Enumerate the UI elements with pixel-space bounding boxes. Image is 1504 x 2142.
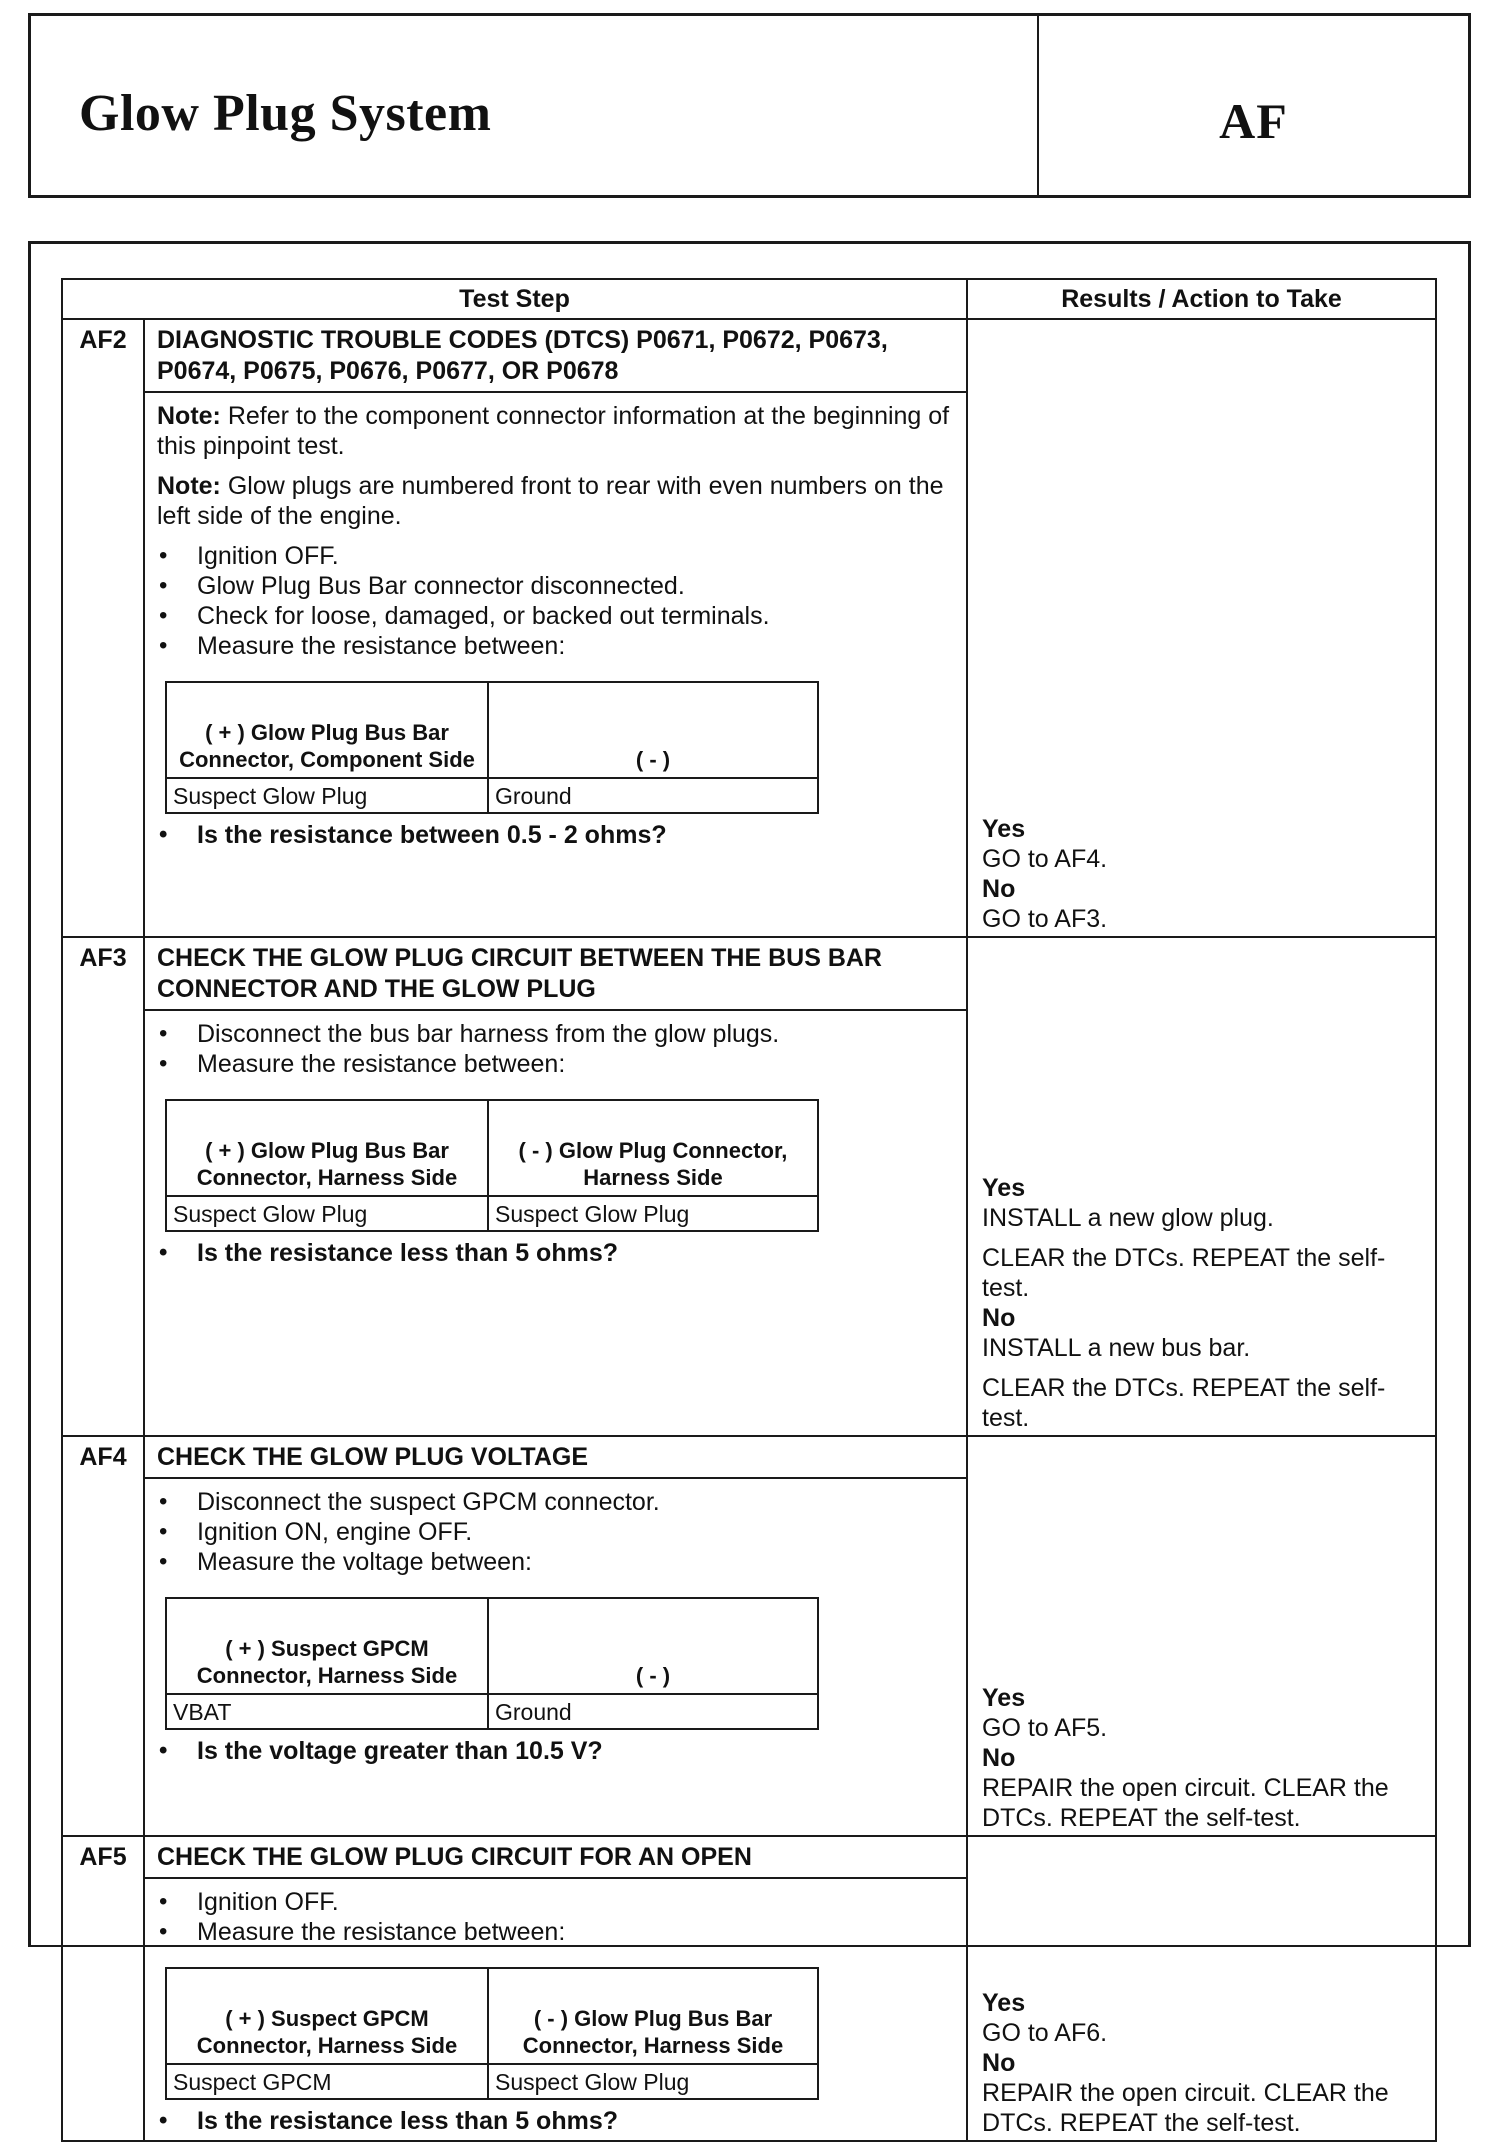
result-label: Yes	[982, 1174, 1026, 1202]
step-row	[62, 1836, 1436, 1878]
note-text: Glow plugs are numbered front to rear with even numbers on the left side of the engine.	[157, 472, 944, 530]
step-results	[967, 1836, 1436, 2141]
positive-lead-header: ( + ) Suspect GPCM Connector, Harness Side	[166, 1968, 488, 2064]
negative-lead-header: ( - ) Glow Plug Bus Bar Connector, Harness Side	[488, 1968, 818, 2064]
step-bullet: • Ignition OFF.	[157, 1887, 956, 1917]
result-action: GO to AF3.	[982, 905, 1108, 933]
result-label: No	[982, 1744, 1016, 1772]
step-id: AF4	[62, 1436, 144, 1836]
step-bullets	[157, 1019, 956, 1079]
step-question	[157, 1736, 956, 1766]
step-bullet: • Check for loose, damaged, or backed out terminals.	[157, 601, 956, 631]
result-action: GO to AF4.	[982, 845, 1108, 873]
step-bullet: • Measure the resistance between:	[157, 1917, 956, 1947]
result-label: No	[982, 875, 1016, 903]
step-id: AF5	[62, 1836, 144, 2141]
step-instructions	[144, 1010, 967, 1436]
column-header-test-step: Test Step	[62, 279, 967, 319]
step-question	[157, 2106, 956, 2136]
negative-lead-header: ( - ) Glow Plug Connector, Harness Side	[488, 1100, 818, 1196]
result-no	[982, 2048, 1427, 2138]
step-bullet: • Ignition OFF.	[157, 541, 956, 571]
pinpoint-test-table	[61, 278, 1435, 2142]
step-heading: CHECK THE GLOW PLUG VOLTAGE	[144, 1436, 967, 1478]
result-action: GO to AF5.	[982, 1714, 1108, 1742]
question-text: • Is the voltage greater than 10.5 V?	[157, 1736, 956, 1766]
result-label: Yes	[982, 1989, 1026, 2017]
step-question	[157, 1238, 956, 1268]
negative-lead-value: Suspect Glow Plug	[488, 2064, 818, 2099]
result-yes	[982, 1683, 1427, 1743]
positive-lead-header: ( + ) Glow Plug Bus Bar Connector, Harness Side	[166, 1100, 488, 1196]
step-bullets	[157, 541, 956, 661]
positive-lead-header: ( + ) Glow Plug Bus Bar Connector, Component Side	[166, 682, 488, 778]
step-results	[967, 319, 1436, 937]
step-bullet: • Measure the voltage between:	[157, 1547, 956, 1577]
step-heading: CHECK THE GLOW PLUG CIRCUIT BETWEEN THE BUS BAR CONNECTOR AND THE GLOW PLUG	[144, 937, 967, 1010]
column-header-results: Results / Action to Take	[967, 279, 1436, 319]
negative-lead-value: Suspect Glow Plug	[488, 1196, 818, 1231]
step-results	[967, 937, 1436, 1436]
step-row	[62, 937, 1436, 1010]
measurement-table	[165, 1099, 819, 1232]
result-yes	[982, 1988, 1427, 2048]
step-question	[157, 820, 956, 850]
result-action: REPAIR the open circuit. CLEAR the DTCs. REPEAT the self-test.	[982, 2079, 1389, 2137]
section-title: Glow Plug System	[79, 85, 492, 142]
step-bullet: • Measure the resistance between:	[157, 1049, 956, 1079]
measurement-table	[165, 681, 819, 814]
result-no	[982, 1303, 1427, 1433]
step-bullet: • Glow Plug Bus Bar connector disconnected.	[157, 571, 956, 601]
positive-lead-value: Suspect Glow Plug	[166, 778, 488, 813]
positive-lead-value: VBAT	[166, 1694, 488, 1729]
positive-lead-value: Suspect GPCM	[166, 2064, 488, 2099]
result-label: Yes	[982, 1684, 1026, 1712]
measurement-table	[165, 1967, 819, 2100]
result-action: INSTALL a new glow plug.	[982, 1204, 1274, 1232]
negative-lead-header: ( - )	[488, 1598, 818, 1694]
result-action: REPAIR the open circuit. CLEAR the DTCs. REPEAT the self-test.	[982, 1774, 1389, 1832]
step-id: AF2	[62, 319, 144, 937]
positive-lead-value: Suspect Glow Plug	[166, 1196, 488, 1231]
result-action: CLEAR the DTCs. REPEAT the self-test.	[982, 1244, 1386, 1302]
step-row	[62, 1436, 1436, 1478]
measurement-table	[165, 1597, 819, 1730]
negative-lead-value: Ground	[488, 778, 818, 813]
negative-lead-value: Ground	[488, 1694, 818, 1729]
step-instructions	[144, 392, 967, 937]
table-header-row	[62, 279, 1436, 319]
step-bullet: • Disconnect the bus bar harness from the glow plugs.	[157, 1019, 956, 1049]
section-code: AF	[1219, 93, 1288, 149]
question-text: • Is the resistance less than 5 ohms?	[157, 1238, 956, 1268]
positive-lead-header: ( + ) Suspect GPCM Connector, Harness Side	[166, 1598, 488, 1694]
step-bullet: • Measure the resistance between:	[157, 631, 956, 661]
result-action: INSTALL a new bus bar.	[982, 1334, 1251, 1362]
result-no	[982, 1743, 1427, 1833]
result-action: GO to AF6.	[982, 2019, 1108, 2047]
step-instructions	[144, 1478, 967, 1836]
step-heading: CHECK THE GLOW PLUG CIRCUIT FOR AN OPEN	[144, 1836, 967, 1878]
page-header	[28, 13, 1471, 198]
step-bullet: • Ignition ON, engine OFF.	[157, 1517, 956, 1547]
step-bullet: • Disconnect the suspect GPCM connector.	[157, 1487, 956, 1517]
result-action: CLEAR the DTCs. REPEAT the self-test.	[982, 1374, 1386, 1432]
step-instructions	[144, 1878, 967, 2141]
step-bullets	[157, 1887, 956, 1947]
result-no	[982, 874, 1427, 934]
result-label: No	[982, 1304, 1016, 1332]
step-results	[967, 1436, 1436, 1836]
negative-lead-header: ( - )	[488, 682, 818, 778]
step-heading: DIAGNOSTIC TROUBLE CODES (DTCS) P0671, P0672, P0673, P0674, P0675, P0676, P0677, OR P0678	[144, 319, 967, 392]
result-label: Yes	[982, 815, 1026, 843]
note-text: Refer to the component connector information at the beginning of this pinpoint test.	[157, 402, 950, 460]
step-note	[157, 401, 956, 461]
result-yes	[982, 1173, 1427, 1303]
note-label: Note:	[157, 402, 221, 430]
question-text: • Is the resistance less than 5 ohms?	[157, 2106, 956, 2136]
note-label: Note:	[157, 472, 221, 500]
step-id: AF3	[62, 937, 144, 1436]
step-bullets	[157, 1487, 956, 1577]
question-text: • Is the resistance between 0.5 - 2 ohms?	[157, 820, 956, 850]
step-note	[157, 471, 956, 531]
result-label: No	[982, 2049, 1016, 2077]
step-row	[62, 319, 1436, 392]
result-yes	[982, 814, 1427, 874]
